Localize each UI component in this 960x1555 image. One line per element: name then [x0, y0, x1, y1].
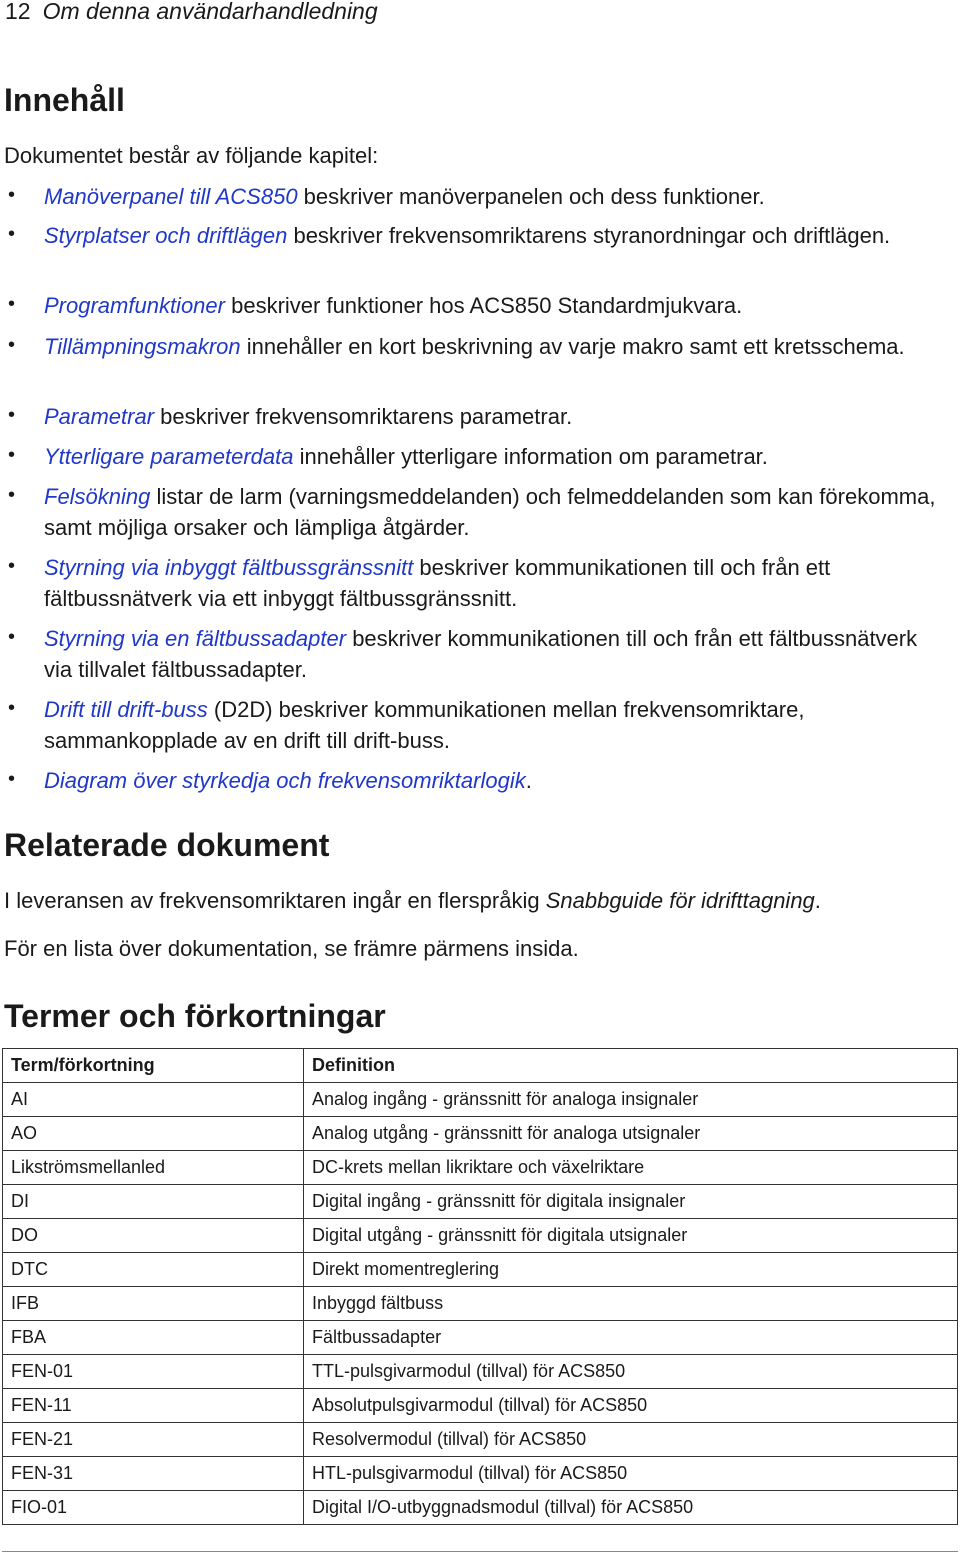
- term-cell: FEN-21: [3, 1423, 304, 1457]
- bullet-icon: •: [8, 293, 16, 315]
- bullet-icon: •: [8, 484, 16, 506]
- chapter-link[interactable]: Manöverpanel till ACS850: [44, 184, 298, 209]
- chapter-link[interactable]: Tillämpningsmakron: [44, 334, 241, 359]
- contents-intro: Dokumentet består av följande kapitel:: [4, 143, 379, 168]
- page-header: [5, 0, 378, 25]
- table-row: [3, 1185, 958, 1219]
- bullet-icon: •: [8, 768, 16, 790]
- term-cell: FBA: [3, 1321, 304, 1355]
- term-cell: FEN-11: [3, 1389, 304, 1423]
- table-row: [3, 1083, 958, 1117]
- chapter-link[interactable]: Diagram över styrkedja och frekvensomriktarlogik: [44, 768, 526, 793]
- term-cell: DI: [3, 1185, 304, 1219]
- bullet-icon: •: [8, 444, 16, 466]
- bullet-icon: •: [8, 184, 16, 206]
- definition-cell: Resolvermodul (tillval) för ACS850: [304, 1423, 958, 1457]
- bullet-icon: •: [8, 334, 16, 356]
- definition-cell: Absolutpulsgivarmodul (tillval) för ACS850: [304, 1389, 958, 1423]
- bullet-icon: •: [8, 626, 16, 648]
- chapter-link[interactable]: Felsökning: [44, 484, 151, 509]
- chapter-link[interactable]: Styrplatser och driftlägen: [44, 223, 288, 248]
- term-cell: Likströmsmellanled: [3, 1151, 304, 1185]
- term-cell: FIO-01: [3, 1491, 304, 1525]
- definition-cell: Digital I/O-utbyggnadsmodul (tillval) för ACS850: [304, 1491, 958, 1525]
- term-cell: DTC: [3, 1253, 304, 1287]
- table-header-row: [3, 1049, 958, 1083]
- chapter-link[interactable]: Drift till drift-buss: [44, 697, 208, 722]
- term-cell: FEN-01: [3, 1355, 304, 1389]
- table-row: [3, 1117, 958, 1151]
- definition-cell: Digital utgång - gränssnitt för digitala utsignaler: [304, 1219, 958, 1253]
- chapter-link[interactable]: Ytterligare parameterdata: [44, 444, 294, 469]
- definition-cell: DC-krets mellan likriktare och växelriktare: [304, 1151, 958, 1185]
- definition-cell: Fältbussadapter: [304, 1321, 958, 1355]
- definition-cell: TTL-pulsgivarmodul (tillval) för ACS850: [304, 1355, 958, 1389]
- related-paragraph-2: För en lista över dokumentation, se främre pärmens insida.: [4, 936, 579, 961]
- related-heading: Relaterade dokument: [4, 827, 330, 863]
- contents-heading: Innehåll: [4, 82, 125, 118]
- term-cell: DO: [3, 1219, 304, 1253]
- chapter-link[interactable]: Parametrar: [44, 404, 155, 429]
- bullet-icon: •: [8, 555, 16, 577]
- definition-cell: Analog utgång - gränssnitt för analoga utsignaler: [304, 1117, 958, 1151]
- bullet-icon: •: [8, 223, 16, 245]
- table-row: [3, 1287, 958, 1321]
- bullet-icon: •: [8, 697, 16, 719]
- table-row: [3, 1457, 958, 1491]
- table-row: [3, 1355, 958, 1389]
- term-cell: AO: [3, 1117, 304, 1151]
- terms-table: [2, 1048, 958, 1525]
- bullet-icon: •: [8, 404, 16, 426]
- table-row: [3, 1151, 958, 1185]
- table-row: [3, 1321, 958, 1355]
- related-paragraph-1: I leveransen av frekvensomriktaren ingår en flerspråkig Snabbguide för idrifttagning.: [4, 888, 821, 913]
- table-row: [3, 1491, 958, 1525]
- column-header-definition: Definition: [304, 1049, 958, 1083]
- term-cell: AI: [3, 1083, 304, 1117]
- chapter-link[interactable]: Styrning via en fältbussadapter: [44, 626, 347, 651]
- definition-cell: HTL-pulsgivarmodul (tillval) för ACS850: [304, 1457, 958, 1491]
- column-header-term: Term/förkortning: [3, 1049, 304, 1083]
- page-number: 12: [5, 0, 31, 24]
- guide-title: Snabbguide för idrifttagning: [545, 888, 815, 913]
- term-cell: IFB: [3, 1287, 304, 1321]
- chapter-link[interactable]: Programfunktioner: [44, 293, 225, 318]
- table-row: [3, 1423, 958, 1457]
- table-row: [3, 1389, 958, 1423]
- definition-cell: Inbyggd fältbuss: [304, 1287, 958, 1321]
- footer-rule: [2, 1551, 958, 1552]
- table-row: [3, 1219, 958, 1253]
- chapter-title: Om denna användarhandledning: [42, 0, 378, 24]
- terms-heading: Termer och förkortningar: [4, 998, 386, 1034]
- chapter-link[interactable]: Styrning via inbyggt fältbussgränssnitt: [44, 555, 414, 580]
- definition-cell: Digital ingång - gränssnitt för digitala insignaler: [304, 1185, 958, 1219]
- term-cell: FEN-31: [3, 1457, 304, 1491]
- table-row: [3, 1253, 958, 1287]
- definition-cell: Direkt momentreglering: [304, 1253, 958, 1287]
- definition-cell: Analog ingång - gränssnitt för analoga insignaler: [304, 1083, 958, 1117]
